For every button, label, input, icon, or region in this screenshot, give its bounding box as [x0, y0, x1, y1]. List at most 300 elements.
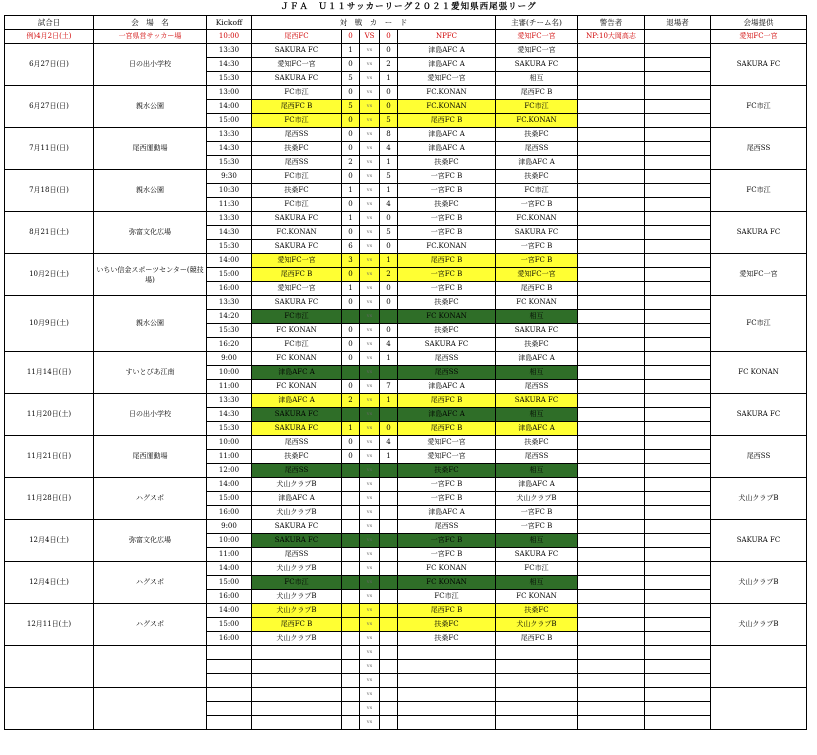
vs-label: vs	[360, 142, 380, 156]
home-team: FC市江	[252, 338, 342, 352]
referee-team: 扶桑FC	[496, 170, 578, 184]
home-score: 0	[342, 58, 360, 72]
dismissal-cell	[645, 282, 711, 296]
vs-label: vs	[360, 338, 380, 352]
referee-team: 扶桑FC	[496, 338, 578, 352]
referee-team	[496, 646, 578, 660]
dismissal-cell	[645, 408, 711, 422]
header-kickoff: Kickoff	[207, 16, 252, 30]
away-team: FC KONAN	[398, 576, 496, 590]
warning-cell	[578, 464, 645, 478]
vs-label: vs	[360, 716, 380, 730]
away-score: 0	[380, 212, 398, 226]
warning-cell	[578, 492, 645, 506]
kickoff-time: 9:00	[207, 352, 252, 366]
match-venue: 親水公園	[94, 170, 207, 212]
match-row	[5, 394, 807, 408]
away-team: 尾西SS	[398, 366, 496, 380]
match-venue: ハグスポ	[94, 604, 207, 646]
warning-cell	[578, 436, 645, 450]
home-team: 津島AFC A	[252, 394, 342, 408]
home-team: 津島AFC A	[252, 366, 342, 380]
kickoff-time: 14:00	[207, 254, 252, 268]
away-team: FC KONAN	[398, 310, 496, 324]
vs-label: vs	[360, 520, 380, 534]
warning-cell	[578, 114, 645, 128]
home-team	[252, 716, 342, 730]
away-score: 5	[380, 114, 398, 128]
match-date: 10月2日(土)	[5, 254, 94, 296]
match-date: 11月20日(土)	[5, 394, 94, 436]
vs-label: vs	[360, 674, 380, 688]
vs-label: vs	[360, 254, 380, 268]
home-team: SAKURA FC	[252, 212, 342, 226]
away-score: 1	[380, 72, 398, 86]
kickoff-time: 13:30	[207, 44, 252, 58]
home-score	[342, 632, 360, 646]
away-team: 一宮FC B	[398, 268, 496, 282]
warning-cell	[578, 674, 645, 688]
home-score	[342, 590, 360, 604]
sample-row	[5, 30, 807, 44]
home-team	[252, 674, 342, 688]
home-team: SAKURA FC	[252, 520, 342, 534]
referee-team: 一宮FC B	[496, 520, 578, 534]
dismissal-cell	[645, 310, 711, 324]
vs-label: vs	[360, 464, 380, 478]
kickoff-time: 15:00	[207, 576, 252, 590]
home-score: 1	[342, 184, 360, 198]
sample-warning: NP:10大岡高志	[578, 30, 645, 44]
referee-team: 相互	[496, 366, 578, 380]
vs-label: vs	[360, 100, 380, 114]
referee-team: 扶桑FC	[496, 604, 578, 618]
home-score	[342, 674, 360, 688]
home-team	[252, 646, 342, 660]
vs-label: vs	[360, 478, 380, 492]
away-team	[398, 716, 496, 730]
header-card: 対 戦 カ ー ド	[252, 16, 496, 30]
kickoff-time: 14:30	[207, 226, 252, 240]
dismissal-cell	[645, 422, 711, 436]
away-team: 津島AFC A	[398, 142, 496, 156]
away-score	[380, 702, 398, 716]
dismissal-cell	[645, 702, 711, 716]
referee-team: 尾西SS	[496, 450, 578, 464]
dismissal-cell	[645, 296, 711, 310]
away-score: 0	[380, 324, 398, 338]
warning-cell	[578, 408, 645, 422]
header-venue: 会 場 名	[94, 16, 207, 30]
home-score	[342, 688, 360, 702]
match-row	[5, 520, 807, 534]
match-row	[5, 688, 807, 702]
referee-team: 相互	[496, 310, 578, 324]
referee-team: 犬山クラブB	[496, 618, 578, 632]
away-score: 0	[380, 100, 398, 114]
away-team: 津島AFC A	[398, 128, 496, 142]
away-team: 愛知FC一宮	[398, 450, 496, 464]
kickoff-time: 15:30	[207, 156, 252, 170]
dismissal-cell	[645, 646, 711, 660]
referee-team: FC市江	[496, 100, 578, 114]
warning-cell	[578, 478, 645, 492]
kickoff-time: 13:30	[207, 212, 252, 226]
referee-team: 津島AFC A	[496, 352, 578, 366]
home-score: 0	[342, 380, 360, 394]
kickoff-time	[207, 702, 252, 716]
kickoff-time: 13:30	[207, 296, 252, 310]
warning-cell	[578, 86, 645, 100]
referee-team: 相互	[496, 534, 578, 548]
away-team: 尾西SS	[398, 352, 496, 366]
vs-label: vs	[360, 212, 380, 226]
referee-team: 愛知FC一宮	[496, 268, 578, 282]
venue-provider: SAKURA FC	[711, 520, 807, 562]
header-row	[5, 16, 807, 30]
warning-cell	[578, 100, 645, 114]
home-team: SAKURA FC	[252, 408, 342, 422]
dismissal-cell	[645, 632, 711, 646]
warning-cell	[578, 72, 645, 86]
away-team: 尾西FC B	[398, 254, 496, 268]
kickoff-time: 10:00	[207, 366, 252, 380]
warning-cell	[578, 226, 645, 240]
vs-label: vs	[360, 72, 380, 86]
away-score	[380, 674, 398, 688]
sample-time: 10:00	[207, 30, 252, 44]
away-team: 一宮FC B	[398, 282, 496, 296]
dismissal-cell	[645, 506, 711, 520]
vs-label: vs	[360, 156, 380, 170]
away-score	[380, 590, 398, 604]
warning-cell	[578, 450, 645, 464]
venue-provider	[711, 646, 807, 688]
venue-provider: SAKURA FC	[711, 212, 807, 254]
home-team: 尾西SS	[252, 436, 342, 450]
dismissal-cell	[645, 520, 711, 534]
away-team: 津島AFC A	[398, 408, 496, 422]
home-score: 1	[342, 282, 360, 296]
home-score: 0	[342, 324, 360, 338]
vs-label: vs	[360, 114, 380, 128]
vs-label: vs	[360, 380, 380, 394]
match-venue: いちい信金スポーツセンター(競技場)	[94, 254, 207, 296]
home-score	[342, 562, 360, 576]
dismissal-cell	[645, 352, 711, 366]
match-row	[5, 212, 807, 226]
vs-label: vs	[360, 366, 380, 380]
kickoff-time: 16:20	[207, 338, 252, 352]
away-team: FC.KONAN	[398, 100, 496, 114]
home-team: FC市江	[252, 576, 342, 590]
dismissal-cell	[645, 716, 711, 730]
venue-provider: 犬山クラブB	[711, 604, 807, 646]
vs-label: vs	[360, 618, 380, 632]
referee-team: 尾西SS	[496, 142, 578, 156]
home-score: 0	[342, 268, 360, 282]
sample-provider: 愛知FC一宮	[711, 30, 807, 44]
kickoff-time: 13:30	[207, 128, 252, 142]
dismissal-cell	[645, 128, 711, 142]
vs-label: vs	[360, 660, 380, 674]
home-team: FC市江	[252, 114, 342, 128]
dismissal-cell	[645, 562, 711, 576]
header-provider: 会場提供	[711, 16, 807, 30]
warning-cell	[578, 310, 645, 324]
referee-team: 津島AFC A	[496, 478, 578, 492]
dismissal-cell	[645, 548, 711, 562]
home-score: 0	[342, 170, 360, 184]
warning-cell	[578, 128, 645, 142]
kickoff-time: 14:00	[207, 100, 252, 114]
warning-cell	[578, 520, 645, 534]
home-score: 6	[342, 240, 360, 254]
vs-label: vs	[360, 646, 380, 660]
away-score: 1	[380, 254, 398, 268]
warning-cell	[578, 338, 645, 352]
vs-label: vs	[360, 506, 380, 520]
home-score	[342, 576, 360, 590]
sample-dismissal	[645, 30, 711, 44]
home-team: 津島AFC A	[252, 492, 342, 506]
dismissal-cell	[645, 142, 711, 156]
referee-team: SAKURA FC	[496, 394, 578, 408]
kickoff-time	[207, 646, 252, 660]
referee-team: 扶桑FC	[496, 436, 578, 450]
referee-team: SAKURA FC	[496, 324, 578, 338]
dismissal-cell	[645, 198, 711, 212]
home-team: 扶桑FC	[252, 450, 342, 464]
match-row	[5, 170, 807, 184]
home-score	[342, 506, 360, 520]
referee-team: 相互	[496, 72, 578, 86]
venue-provider: FC市江	[711, 296, 807, 352]
match-venue: 日の出小学校	[94, 44, 207, 86]
home-team: FC市江	[252, 198, 342, 212]
referee-team: 扶桑FC	[496, 128, 578, 142]
away-score: 1	[380, 156, 398, 170]
match-venue: 尾西運動場	[94, 128, 207, 170]
home-score: 0	[342, 352, 360, 366]
home-team: 扶桑FC	[252, 184, 342, 198]
away-team: 一宮FC B	[398, 492, 496, 506]
away-team: SAKURA FC	[398, 338, 496, 352]
home-score: 0	[342, 142, 360, 156]
match-date: 12月4日(土)	[5, 520, 94, 562]
warning-cell	[578, 156, 645, 170]
kickoff-time	[207, 660, 252, 674]
away-team: FC.KONAN	[398, 240, 496, 254]
warning-cell	[578, 590, 645, 604]
dismissal-cell	[645, 58, 711, 72]
away-score: 2	[380, 268, 398, 282]
kickoff-time: 9:00	[207, 520, 252, 534]
referee-team: 相互	[496, 408, 578, 422]
away-score	[380, 478, 398, 492]
referee-team: 津島AFC A	[496, 156, 578, 170]
referee-team: SAKURA FC	[496, 58, 578, 72]
warning-cell	[578, 394, 645, 408]
away-team: 一宮FC B	[398, 184, 496, 198]
match-date: 8月21日(土)	[5, 212, 94, 254]
header-warning: 警告者	[578, 16, 645, 30]
kickoff-time	[207, 688, 252, 702]
vs-label: vs	[360, 184, 380, 198]
vs-label: vs	[360, 282, 380, 296]
home-team: SAKURA FC	[252, 72, 342, 86]
dismissal-cell	[645, 604, 711, 618]
warning-cell	[578, 296, 645, 310]
dismissal-cell	[645, 44, 711, 58]
vs-label: vs	[360, 688, 380, 702]
match-row	[5, 254, 807, 268]
match-venue: 尾西運動場	[94, 436, 207, 478]
kickoff-time: 14:00	[207, 478, 252, 492]
venue-provider	[711, 688, 807, 730]
home-score	[342, 716, 360, 730]
home-team	[252, 660, 342, 674]
vs-label: vs	[360, 548, 380, 562]
referee-team: 尾西FC B	[496, 86, 578, 100]
sample-venue: 一宮県営サッカー場	[94, 30, 207, 44]
away-team: 尾西FC B	[398, 422, 496, 436]
home-score	[342, 408, 360, 422]
warning-cell	[578, 562, 645, 576]
vs-label: vs	[360, 268, 380, 282]
dismissal-cell	[645, 590, 711, 604]
kickoff-time: 14:00	[207, 604, 252, 618]
kickoff-time: 11:00	[207, 380, 252, 394]
warning-cell	[578, 268, 645, 282]
away-score	[380, 534, 398, 548]
home-score	[342, 548, 360, 562]
vs-label: vs	[360, 702, 380, 716]
warning-cell	[578, 506, 645, 520]
away-score: 5	[380, 170, 398, 184]
dismissal-cell	[645, 660, 711, 674]
away-team: FC.KONAN	[398, 86, 496, 100]
kickoff-time: 16:00	[207, 282, 252, 296]
kickoff-time: 15:00	[207, 268, 252, 282]
warning-cell	[578, 576, 645, 590]
away-score: 4	[380, 436, 398, 450]
referee-team	[496, 660, 578, 674]
home-score	[342, 604, 360, 618]
vs-label: vs	[360, 436, 380, 450]
match-row	[5, 436, 807, 450]
kickoff-time: 15:30	[207, 72, 252, 86]
header-date: 試合日	[5, 16, 94, 30]
home-score	[342, 366, 360, 380]
venue-provider: 犬山クラブB	[711, 478, 807, 520]
away-team: 尾西FC B	[398, 394, 496, 408]
away-team: 扶桑FC	[398, 324, 496, 338]
away-score: 8	[380, 128, 398, 142]
match-row	[5, 562, 807, 576]
away-score	[380, 716, 398, 730]
match-row	[5, 604, 807, 618]
vs-label: vs	[360, 198, 380, 212]
warning-cell	[578, 618, 645, 632]
dismissal-cell	[645, 464, 711, 478]
kickoff-time: 11:30	[207, 198, 252, 212]
sample-date: 例)4月2日(土)	[5, 30, 94, 44]
dismissal-cell	[645, 240, 711, 254]
dismissal-cell	[645, 534, 711, 548]
warning-cell	[578, 170, 645, 184]
vs-label: vs	[360, 632, 380, 646]
away-score: 0	[380, 282, 398, 296]
away-team	[398, 674, 496, 688]
away-score	[380, 576, 398, 590]
home-score	[342, 534, 360, 548]
away-score: 7	[380, 380, 398, 394]
home-team: FC市江	[252, 86, 342, 100]
match-row	[5, 296, 807, 310]
vs-label: vs	[360, 604, 380, 618]
home-team: SAKURA FC	[252, 534, 342, 548]
away-team: 一宮FC B	[398, 534, 496, 548]
kickoff-time: 15:00	[207, 492, 252, 506]
dismissal-cell	[645, 436, 711, 450]
home-score	[342, 646, 360, 660]
referee-team: 一宮FC B	[496, 506, 578, 520]
away-team: 扶桑FC	[398, 198, 496, 212]
home-team: SAKURA FC	[252, 240, 342, 254]
match-row	[5, 86, 807, 100]
referee-team	[496, 674, 578, 688]
home-score	[342, 478, 360, 492]
sample-away-score: 0	[380, 30, 398, 44]
match-venue	[94, 646, 207, 688]
away-score	[380, 562, 398, 576]
kickoff-time: 14:30	[207, 408, 252, 422]
sample-referee: 愛知FC一宮	[496, 30, 578, 44]
match-date: 11月14日(日)	[5, 352, 94, 394]
match-date: 7月11日(日)	[5, 128, 94, 170]
home-score	[342, 702, 360, 716]
away-score: 2	[380, 58, 398, 72]
warning-cell	[578, 716, 645, 730]
kickoff-time: 15:00	[207, 618, 252, 632]
match-date: 7月18日(日)	[5, 170, 94, 212]
venue-provider: 愛知FC一宮	[711, 254, 807, 296]
kickoff-time: 11:00	[207, 548, 252, 562]
home-score: 1	[342, 422, 360, 436]
home-team: 愛知FC一宮	[252, 58, 342, 72]
referee-team: 尾西SS	[496, 380, 578, 394]
vs-label: vs	[360, 562, 380, 576]
home-team: 犬山クラブB	[252, 506, 342, 520]
kickoff-time: 9:30	[207, 170, 252, 184]
home-team: 犬山クラブB	[252, 632, 342, 646]
away-team: 津島AFC A	[398, 380, 496, 394]
away-score	[380, 632, 398, 646]
dismissal-cell	[645, 156, 711, 170]
sample-home-score: 0	[342, 30, 360, 44]
match-date: 11月28日(日)	[5, 478, 94, 520]
home-team: 尾西SS	[252, 548, 342, 562]
away-team: FC KONAN	[398, 562, 496, 576]
home-team: 愛知FC一宮	[252, 254, 342, 268]
home-team: 犬山クラブB	[252, 604, 342, 618]
home-team	[252, 688, 342, 702]
away-team: 扶桑FC	[398, 618, 496, 632]
vs-label: vs	[360, 44, 380, 58]
warning-cell	[578, 422, 645, 436]
match-row	[5, 478, 807, 492]
